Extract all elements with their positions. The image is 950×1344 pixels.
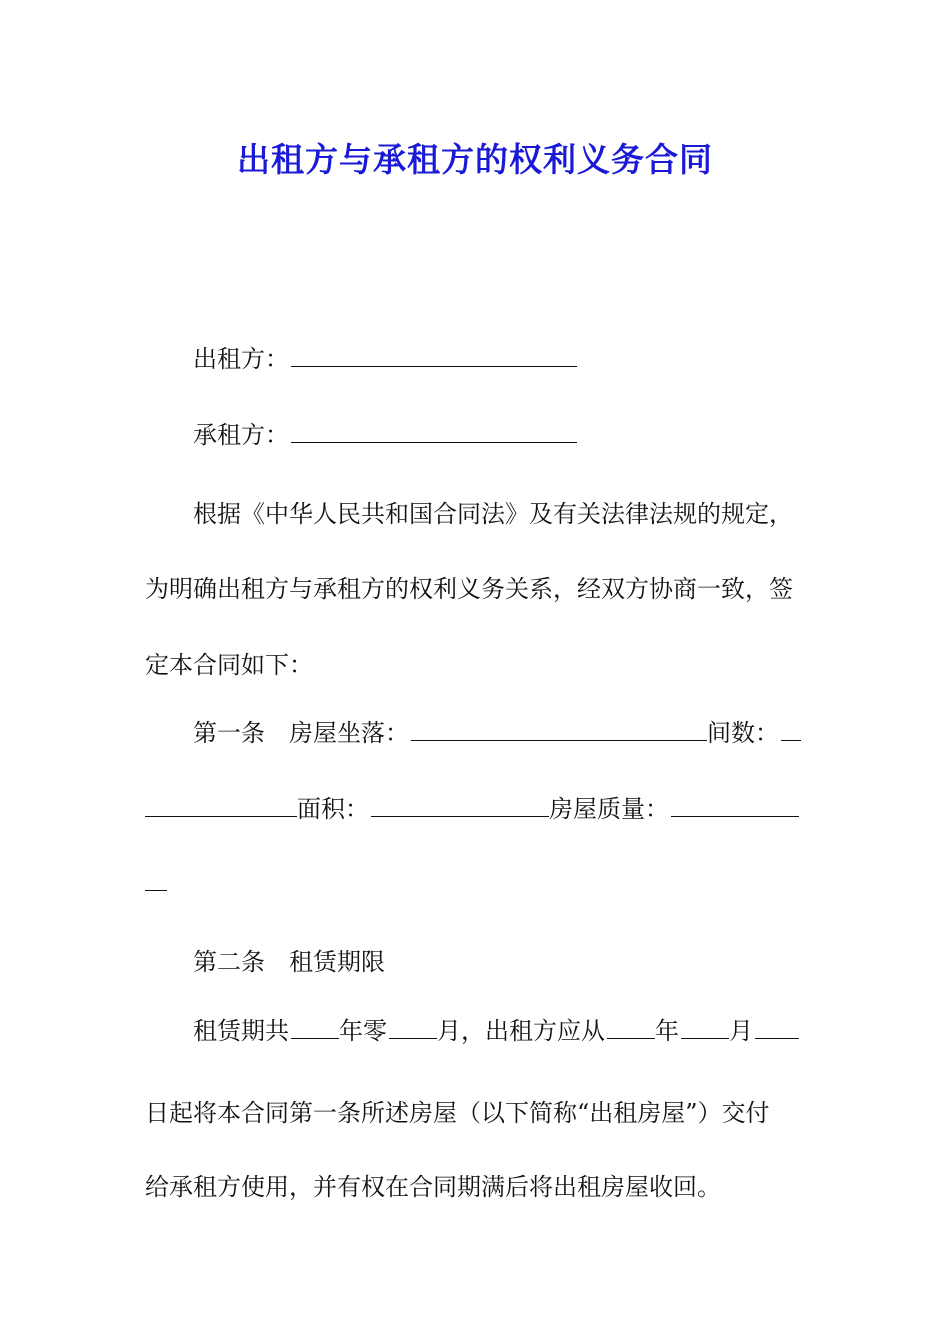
lessor-label: 出租方： <box>193 345 289 373</box>
article2-line-3 <box>145 1167 805 1202</box>
start-day-blank <box>755 1016 799 1039</box>
room-count-label: 间数： <box>707 719 779 747</box>
house-location-label: 第一条 房屋坐落： <box>193 719 409 747</box>
room-count-blank-a <box>781 718 801 741</box>
lease-years-unit: 年零 <box>339 1017 387 1045</box>
article2-text-3: 给承租方使用，并有权在合同期满后将出租房屋收回。 <box>145 1173 721 1201</box>
house-quality-label: 房屋质量： <box>549 795 669 823</box>
intro-line-1 <box>193 494 853 529</box>
start-month-blank <box>681 1016 729 1039</box>
article2-text-2: 日起将本合同第一条所述房屋（以下简称“出租房屋”）交付 <box>145 1099 770 1127</box>
intro-line-3 <box>145 645 805 680</box>
article1-line-1 <box>193 718 801 748</box>
lessor-blank <box>291 344 577 367</box>
article1-line-3 <box>145 868 167 898</box>
article1-line-2 <box>145 794 799 824</box>
start-year-unit: 年 <box>655 1017 679 1045</box>
lessee-label: 承租方： <box>193 421 289 449</box>
lease-months-blank <box>389 1016 437 1039</box>
lease-term-label: 租赁期共 <box>193 1017 289 1045</box>
lease-years-blank <box>291 1016 339 1039</box>
house-quality-blank-b <box>145 868 167 891</box>
article2-heading-text: 第二条 租赁期限 <box>193 948 385 976</box>
article2-line-1 <box>193 1016 799 1046</box>
article2-line-2 <box>145 1093 805 1128</box>
document-title: 出租方与承租方的权利义务合同 <box>237 140 713 179</box>
start-year-blank <box>607 1016 655 1039</box>
intro-text-3: 定本合同如下： <box>145 651 313 679</box>
intro-text-2: 为明确出租方与承租方的权利义务关系，经双方协商一致，签 <box>145 575 793 603</box>
house-location-blank <box>411 718 707 741</box>
lessor-line <box>193 344 577 374</box>
area-blank <box>371 794 549 817</box>
start-from-text: 月，出租方应从 <box>437 1017 605 1045</box>
intro-line-2 <box>145 569 805 604</box>
intro-text-1: 根据《中华人民共和国合同法》及有关法律法规的规定， <box>193 500 793 528</box>
article2-heading <box>193 942 853 977</box>
lessee-blank <box>291 420 577 443</box>
lessee-line <box>193 420 577 450</box>
area-label: 面积： <box>297 795 369 823</box>
start-month-unit: 月 <box>729 1017 753 1045</box>
room-count-blank-b <box>145 794 297 817</box>
house-quality-blank-a <box>671 794 799 817</box>
